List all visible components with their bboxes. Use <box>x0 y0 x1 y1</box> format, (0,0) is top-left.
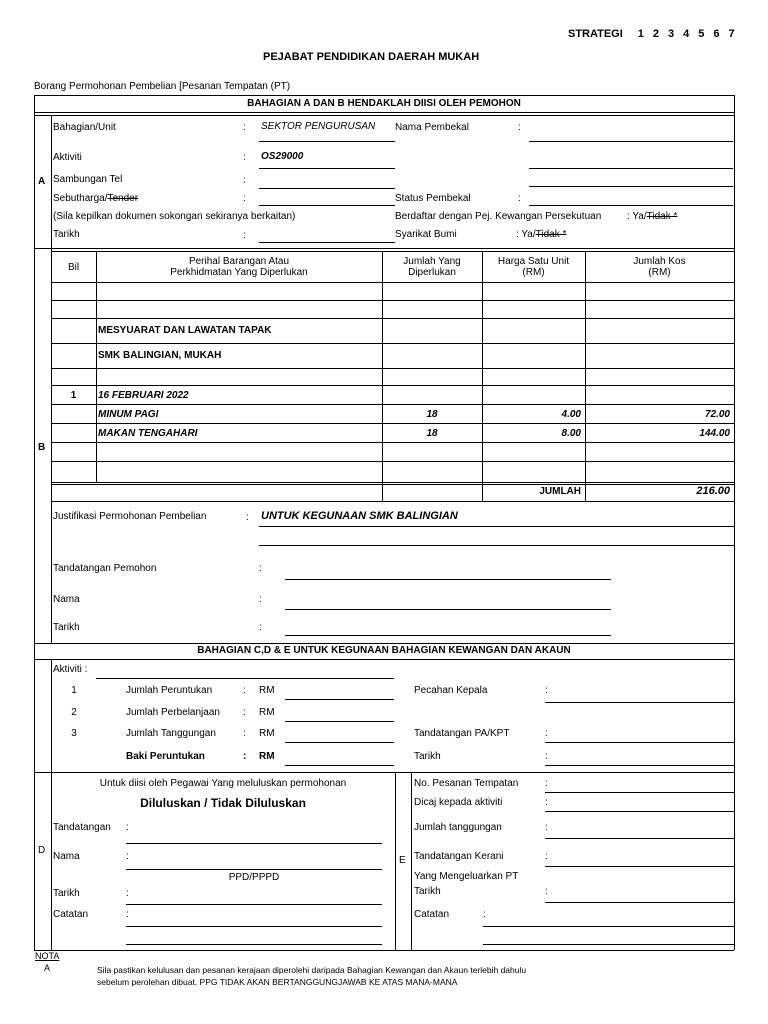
sebutharga-label <box>53 193 138 204</box>
strategi-2: 2 <box>652 28 660 40</box>
section-d-letter: D <box>38 845 46 856</box>
strategi-5: 5 <box>698 28 705 40</box>
item-no: 2 <box>71 707 77 718</box>
catatan-d-field-2[interactable] <box>126 944 382 945</box>
item-label: Jumlah Peruntukan <box>126 685 213 696</box>
table-row-unit: 4.00 <box>561 409 581 420</box>
berdaftar-label: Berdaftar dengan Pej. Kewangan Persekutuan <box>395 211 602 222</box>
nama-d-label: Nama <box>53 851 80 862</box>
table-row-desc: MAKAN TENGAHARI <box>98 428 198 439</box>
table-row-desc: MESYUARAT DAN LAWATAN TAPAK <box>98 325 272 336</box>
bumi-ya: : Ya/ <box>516 229 536 240</box>
jumlah-value: 216.00 <box>696 485 730 497</box>
tarikh-a-label: Tarikh <box>53 229 80 240</box>
table-row-unit: 8.00 <box>561 428 581 439</box>
colon: : <box>545 685 548 696</box>
pengeluar-label-2: Tarikh <box>414 886 441 897</box>
berdaftar-options <box>627 211 677 222</box>
colon: : <box>259 622 262 633</box>
nota-letter: A <box>44 963 51 973</box>
pecahan-field[interactable] <box>545 702 734 703</box>
colon: : <box>243 230 246 241</box>
colon: : <box>545 728 548 739</box>
table-row-bil: 1 <box>70 390 77 401</box>
kerani-field[interactable] <box>545 866 734 867</box>
catatan-e-label: Catatan <box>414 909 450 920</box>
section-c-title: BAHAGIAN C,D & E UNTUK KEGUNAAN BAHAGIAN KEWANGAN DAN AKAUN <box>197 645 571 656</box>
aktiviti-label: Aktiviti <box>53 152 82 163</box>
tandatangan-pemohon-field[interactable] <box>285 579 611 580</box>
colon: : <box>126 822 129 833</box>
colon: : <box>126 909 129 920</box>
header-kos-1: Jumlah Kos <box>633 256 686 267</box>
table-row-qty: 18 <box>426 409 438 420</box>
tender-strike: Tender <box>107 193 139 204</box>
tarikh-d-label: Tarikh <box>53 888 80 899</box>
section-d-decision: Diluluskan / Tidak Diluluskan <box>140 796 306 810</box>
tanggungan-field[interactable] <box>285 742 394 743</box>
item-label: Jumlah Perbelanjaan <box>126 707 220 718</box>
bahagian-value: SEKTOR PENGURUSAN <box>261 121 376 132</box>
header-perihal-1: Perihal Barangan Atau <box>188 256 290 267</box>
rm-label: RM <box>259 707 275 718</box>
header-bil: Bil <box>67 262 80 273</box>
strategi-3: 3 <box>668 28 675 40</box>
justifikasi-value: UNTUK KEGUNAAN SMK BALINGIAN <box>261 510 458 522</box>
table-row-desc: 16 FEBRUARI 2022 <box>98 390 189 401</box>
item-no: 3 <box>71 728 77 739</box>
rm-label: RM <box>259 685 275 696</box>
berdaftar-ya: : Ya/ <box>627 211 647 222</box>
section-ab-title: BAHAGIAN A DAN B HENDAKLAH DIISI OLEH PEMOHON <box>247 98 521 109</box>
table-row-desc: MINUM PAGI <box>98 409 159 420</box>
status-field[interactable] <box>529 205 733 206</box>
tandatangan-pemohon-label: Tandatangan Pemohon <box>53 563 157 574</box>
header-harga-2: (RM) <box>522 267 545 278</box>
tanggungan-e-field[interactable] <box>545 838 734 839</box>
colon: : <box>246 512 249 523</box>
nota-line-1: Sila pastikan kelulusan dan pesanan kerajaan diperolehi daripada Bahagian Kewangan dan Akaun terlebih dahulu <box>97 965 527 975</box>
pecahan-label: Pecahan Kepala <box>414 685 488 696</box>
bumi-label: Syarikat Bumi <box>395 229 457 240</box>
dicaj-field[interactable] <box>545 811 734 812</box>
colon: : <box>259 594 262 605</box>
bahagian-label: Bahagian/Unit <box>53 122 116 133</box>
strategi-4: 4 <box>683 28 690 40</box>
colon: : <box>243 728 246 739</box>
colon: : <box>518 122 521 133</box>
jumlah-label: JUMLAH <box>539 486 581 497</box>
strategi-1: 1 <box>637 28 644 40</box>
strategi-7: 7 <box>728 28 735 40</box>
tandatangan-pa-field[interactable] <box>545 742 734 743</box>
colon: : <box>243 751 247 762</box>
tarikh-pemohon-field[interactable] <box>285 635 611 636</box>
catatan-e-field-2[interactable] <box>483 944 734 945</box>
tarikh-c-field[interactable] <box>545 765 734 766</box>
section-e-letter: E <box>399 855 406 866</box>
pembekal-field[interactable] <box>529 141 733 142</box>
office-title: PEJABAT PENDIDIKAN DAERAH MUKAH <box>263 51 480 63</box>
dicaj-label: Dicaj kepada aktiviti <box>414 797 503 808</box>
pengeluar-label-1: Yang Mengeluarkan PT <box>414 871 519 882</box>
ppd-label: PPD/PPPD <box>228 872 280 883</box>
tarikh-e-field[interactable] <box>545 902 734 903</box>
rm-label: RM <box>259 751 275 762</box>
colon: : <box>545 822 548 833</box>
colon: : <box>545 797 548 808</box>
tarikh-c-label: Tarikh <box>414 751 441 762</box>
nama-pemohon-field[interactable] <box>285 609 611 610</box>
colon: : <box>243 175 246 186</box>
table-row-total: 144.00 <box>699 428 730 439</box>
baki-label: Baki Peruntukan <box>126 751 205 762</box>
colon: : <box>243 707 246 718</box>
nama-pemohon-label: Nama <box>53 594 80 605</box>
pembekal-label: Nama Pembekal <box>395 122 469 133</box>
justifikasi-label: Justifikasi Permohonan Pembelian <box>53 511 207 522</box>
nota-line-2: sebelum perolehan dibuat. PPG TIDAK AKAN BERTANGGUNGJAWAB KE ATAS MANA-MANA <box>97 977 458 987</box>
aktiviti-c-label: Aktiviti : <box>53 664 88 675</box>
colon: : <box>259 563 262 574</box>
baki-field[interactable] <box>285 765 394 766</box>
colon: : <box>545 778 548 789</box>
tandatangan-d-label: Tandatangan <box>53 822 111 833</box>
peruntukan-field[interactable] <box>285 699 394 700</box>
item-label: Jumlah Tanggungan <box>126 728 216 739</box>
colon: : <box>243 193 246 204</box>
colon: : <box>483 909 486 920</box>
header-jumlah-1: Jumlah Yang <box>403 256 461 267</box>
catatan-e-field-1[interactable] <box>483 926 734 927</box>
section-b-letter: B <box>38 442 46 453</box>
nota-label: NOTA <box>35 951 60 961</box>
nama-d-field[interactable] <box>126 869 382 870</box>
kerani-label: Tandatangan Kerani <box>414 851 504 862</box>
bumi-options <box>516 229 566 240</box>
colon: : <box>243 685 246 696</box>
tarikh-a-field[interactable] <box>259 242 395 243</box>
colon: : <box>545 886 548 897</box>
colon: : <box>243 152 246 163</box>
berdaftar-tidak: Tidak * <box>646 211 678 222</box>
form-title: Borang Permohonan Pembelian [Pesanan Tempatan (PT) <box>34 81 291 92</box>
table-row-total: 72.00 <box>704 409 730 420</box>
colon: : <box>126 851 129 862</box>
bumi-tidak: Tidak * <box>535 229 567 240</box>
pesanan-label: No. Pesanan Tempatan <box>414 778 519 789</box>
table-row-desc: SMK BALINGIAN, MUKAH <box>98 350 222 361</box>
header-perihal-2: Perkhidmatan Yang Diperlukan <box>170 267 308 278</box>
catatan-d-field-1[interactable] <box>126 926 382 927</box>
item-no: 1 <box>71 685 77 696</box>
tanggungan-e-label: Jumlah tanggungan <box>414 822 502 833</box>
sila-note: (Sila kepilkan dokumen sokongan sekiranya berkaitan) <box>53 211 296 222</box>
tarikh-d-field[interactable] <box>126 904 382 905</box>
strategi-label: STRATEGI <box>568 28 623 40</box>
pesanan-field[interactable] <box>545 792 734 793</box>
sambungan-field[interactable] <box>259 188 395 189</box>
section-d-intro: Untuk diisi oleh Pegawai Yang meluluskan permohonan <box>99 778 347 789</box>
colon: : <box>545 851 548 862</box>
colon: : <box>243 122 246 133</box>
header-kos-2: (RM) <box>648 267 671 278</box>
colon: : <box>126 888 129 899</box>
table-row-qty: 18 <box>426 428 438 439</box>
strategi-6: 6 <box>713 28 720 40</box>
header-harga-1: Harga Satu Unit <box>497 256 570 267</box>
sebutharga-text: Sebutharga/ <box>53 193 108 204</box>
perbelanjaan-field[interactable] <box>285 721 394 722</box>
sambungan-label: Sambungan Tel <box>53 174 123 185</box>
catatan-d-label: Catatan <box>53 909 89 920</box>
colon: : <box>545 751 548 762</box>
colon: : <box>518 193 521 204</box>
aktiviti-value: OS29000 <box>261 151 304 162</box>
tandatangan-pa-label: Tandatangan PA/KPT <box>414 728 510 739</box>
rm-label: RM <box>259 728 275 739</box>
section-a-letter: A <box>38 176 46 187</box>
status-label: Status Pembekal <box>395 193 471 204</box>
tarikh-pemohon-label: Tarikh <box>53 622 80 633</box>
strategi-row <box>568 28 735 40</box>
tandatangan-d-field[interactable] <box>126 843 382 844</box>
header-jumlah-2: Diperlukan <box>408 267 456 278</box>
